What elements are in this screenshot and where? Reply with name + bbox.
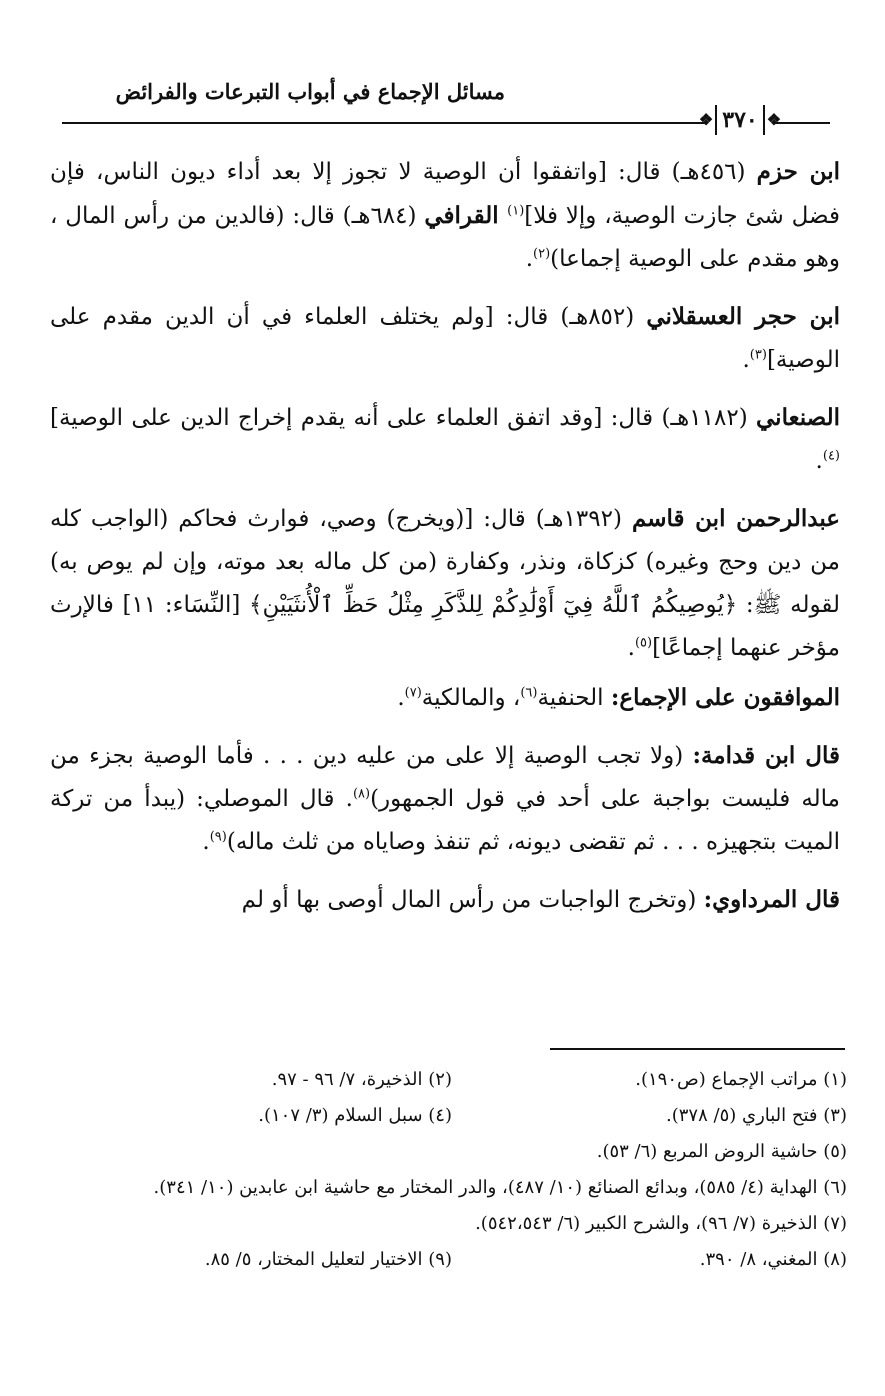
- footnote-3: (٣) فتح الباري (٥/ ٣٧٨).: [666, 1105, 847, 1126]
- ornament-icon: ❖: [698, 110, 714, 129]
- paragraph-agreeing: [50, 676, 840, 720]
- quote-text: (٦٨٤هـ) قال: (فالدين من رأس المال ، وهو مقدم على الوصية إجماعا): [50, 203, 840, 272]
- footnote-9: (٩) الاختيار لتعليل المختار، ٥/ ٨٥.: [204, 1249, 452, 1270]
- page-number: ٣٧٠: [715, 105, 764, 135]
- paragraph-ibn-qudama: [50, 734, 840, 864]
- footnote-1: (١) مراتب الإجماع (ص١٩٠).: [635, 1069, 847, 1090]
- footnote-row: [57, 1242, 847, 1278]
- footnote-5: (٥) حاشية الروض المربع (٦/ ٥٣).: [596, 1141, 847, 1162]
- period: .: [525, 246, 534, 272]
- footnote-ref: (٨): [352, 786, 371, 802]
- footnote-4: (٤) سبل السلام (٣/ ١٠٧).: [258, 1105, 452, 1126]
- scholar-name: عبدالرحمن ابن قاسم: [631, 505, 840, 532]
- period: .: [742, 347, 750, 373]
- footnote-ref: (٦): [520, 685, 538, 701]
- ornament-icon: ❖: [766, 110, 782, 129]
- scholar-name: ابن حزم: [756, 158, 840, 185]
- footnotes: [57, 1062, 847, 1278]
- quote-text: (٤٥٦هـ) قال: [واتفقوا أن الوصية لا تجوز إلا بعد أداء ديون الناس، فإن فضل شئ جازت الوصية، وإلا فلا]: [50, 159, 840, 229]
- paragraph-ibn-hazm: [50, 150, 840, 281]
- running-header-title: مسائل الإجماع في أبواب التبرعات والفرائض: [115, 79, 505, 104]
- footnote-row: [57, 1062, 847, 1098]
- footnote-ref: (٤): [822, 448, 840, 464]
- footnote-ref: (٢): [533, 246, 551, 262]
- period: .: [627, 635, 635, 661]
- footnote-ref: (٥): [634, 635, 653, 651]
- footnote-separator: [550, 1048, 845, 1050]
- scholar-name: قال المرداوي:: [703, 886, 840, 913]
- footnote-6: (٦) الهداية (٤/ ٥٨٥)، وبدائع الصنائع (١٠/ ٤٨٧)، والدر المختار مع حاشية ابن عابدين (١٠/ ٣٤١).: [153, 1177, 847, 1198]
- main-text: [50, 150, 840, 936]
- footnote-ref: (٧): [404, 685, 422, 701]
- header-rule-left: [62, 122, 710, 124]
- footnote-ref: (١): [507, 203, 525, 219]
- school-text: الحنفية: [537, 685, 611, 711]
- page-number-frame: [698, 99, 782, 141]
- period: .: [397, 685, 405, 711]
- quote-text: (وتخرج الواجبات من رأس المال أوصى بها أو لم: [241, 887, 704, 913]
- quote-text: (ولا تجب الوصية إلا على من عليه دين . . . فأما الوصية بجزء من ماله فليست بواجبة على أحد في قول الجمهور): [50, 743, 840, 812]
- quote-text: (١١٨٢هـ) قال: [وقد اتفق العلماء على أنه يقدم إخراج الدين على الوصية]: [50, 405, 757, 431]
- paragraph-ibn-qasim: [50, 497, 840, 670]
- paragraph-sanani: [50, 396, 840, 483]
- scholar-name: الصنعاني: [756, 404, 840, 431]
- scholar-name: ابن حجر العسقلاني: [646, 303, 840, 330]
- footnote-2: (٢) الذخيرة، ٧/ ٩٦ - ٩٧.: [271, 1069, 452, 1090]
- quote-text: (٨٥٢هـ) قال: [ولم يختلف العلماء في أن الدين مقدم على الوصية]: [50, 304, 840, 373]
- footnote-7: (٧) الذخيرة (٧/ ٩٦)، والشرح الكبير (٦/ ٥٤٢،٥٤٣).: [475, 1213, 847, 1234]
- school-text: ، والمالكية: [421, 685, 521, 711]
- section-label: الموافقون على الإجماع:: [610, 684, 840, 711]
- footnote-8: (٨) المغني، ٨/ ٣٩٠.: [699, 1249, 847, 1270]
- scholar-name: القرافي: [424, 202, 508, 229]
- period: .: [815, 448, 823, 474]
- scholar-name: قال ابن قدامة:: [692, 742, 840, 769]
- paragraph-mardawi: [50, 878, 840, 922]
- footnote-ref: (٣): [749, 347, 767, 363]
- period: .: [202, 829, 210, 855]
- footnote-ref: (٩): [209, 829, 227, 845]
- quote-text: . قال الموصلي: (يبدأ من تركة الميت بتجهيزه . . . ثم تقضى ديونه، ثم تنفذ وصاياه من ثلث ماله): [50, 786, 840, 855]
- footnote-row: [57, 1098, 847, 1134]
- quote-text: (١٣٩٢هـ) قال: [(ويخرج) وصي، فوارث فحاكم (الواجب كله من دين وحج وغيره) كزكاة، ونذر، وكفارة (من كل ماله بعد موته، وإن لم يوص به) لقوله ﷺ: ﴿يُوصِيكُمُ ٱللَّهُ فِيٓ أَوْلَٰدِكُمْ لِلذَّكَرِ مِثْلُ حَظِّ ٱلْأُنثَيَيْنِ﴾ [النِّسَاء: ١١] فالإرث مؤخر عنهما إجماعًا]: [50, 506, 840, 661]
- paragraph-ibn-hajar: [50, 295, 840, 382]
